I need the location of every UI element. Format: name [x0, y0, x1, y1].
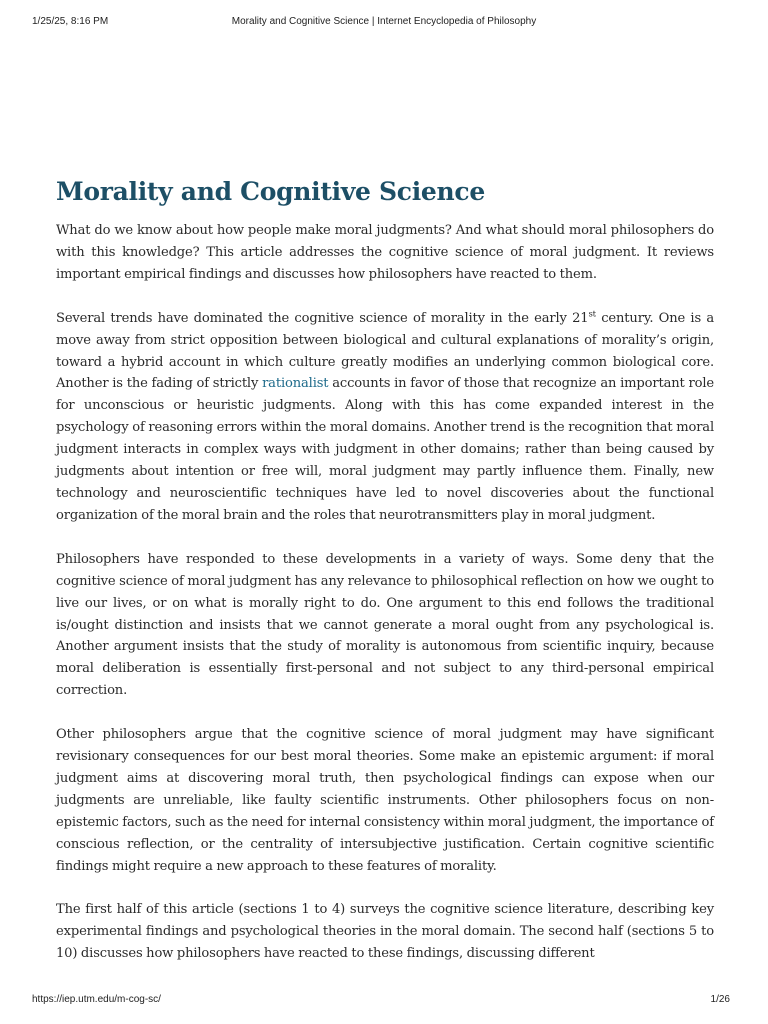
intro-paragraph-5: The first half of this article (sections 1 to 4) surveys the cognitive science literature, describing key experimental findings and psychological theories in the moral domain. The second half (sections 5 to 10) discusses how philosophers have reacted to these findings, discussing different: [56, 902, 714, 962]
print-page-title: Morality and Cognitive Science | Internet Encyclopedia of Philosophy: [231, 16, 537, 27]
paragraph-text: Several trends have dominated the cognitive science of morality in the early 21: [56, 310, 589, 326]
ordinal-superscript: st: [588, 309, 596, 320]
print-datetime: 1/25/25, 8:16 PM: [32, 16, 109, 27]
rationalist-link[interactable]: rationalist: [262, 376, 329, 392]
print-url: https://iep.utm.edu/m-cog-sc/: [32, 994, 161, 1005]
intro-paragraph-4: Other philosophers argue that the cognitive science of moral judgment may have significant revisionary consequences for our best moral theories. Some make an epistemic argument: if moral judgment aims at discovering moral truth, then psychological findings can expose when our judgments are unreliable, like faulty scientific instruments. Other philosophers focus on non-epistemic factors, such as the need for internal consistency within moral judgment, the importance of conscious reflection, or the centrality of intersubjective justification. Certain cognitive scientific findings might require a new approach to these features of morality.: [56, 727, 714, 874]
intro-paragraph-1: What do we know about how people make moral judgments? And what should moral philosophers do with this knowledge? This article addresses the cognitive science of moral judgment. It reviews important empirical findings and discusses how philosophers have reacted to them.: [56, 223, 714, 282]
intro-paragraph-2: [56, 308, 714, 527]
intro-paragraph-3: Philosophers have responded to these developments in a variety of ways. Some deny that the cognitive science of moral judgment has any relevance to philosophical reflection on how we ought to live our lives, or on what is morally right to do. One argument to this end follows the traditional is/ought distinction and insists that we cannot generate a moral ought from any psychological is. Another argument insists that the study of morality is autonomous from scientific inquiry, because moral deliberation is essentially first-personal and not subject to any third-personal empirical correction.: [56, 551, 714, 699]
paragraph-text: accounts in favor of those that recognize an important role for unconscious or heuristic judgments. Along with this has come expanded interest in the psychology of reasoning errors within the moral domains. Another trend is the recognition that moral judgment interacts in complex ways with judgment in other domains; rather than being caused by judgments about intention or free will, moral judgment may partly influence them. Finally, new technology and neuroscientific techniques have led to novel discoveries about the functional organization of the moral brain and the roles that neurotransmitters play in moral judgment.: [56, 376, 714, 523]
article-title: Morality and Cognitive Science: [56, 177, 485, 206]
print-header: [32, 16, 736, 30]
paragraph-text: century. One is a move away from strict opposition between biological and cultural explanations of morality’s origin, toward a hybrid account in which culture greatly modifies an underlying common biological core. Another is the fading of strictly: [56, 310, 714, 392]
print-footer: [32, 994, 736, 1008]
article: [56, 174, 714, 987]
page-number: 1/26: [710, 994, 730, 1005]
